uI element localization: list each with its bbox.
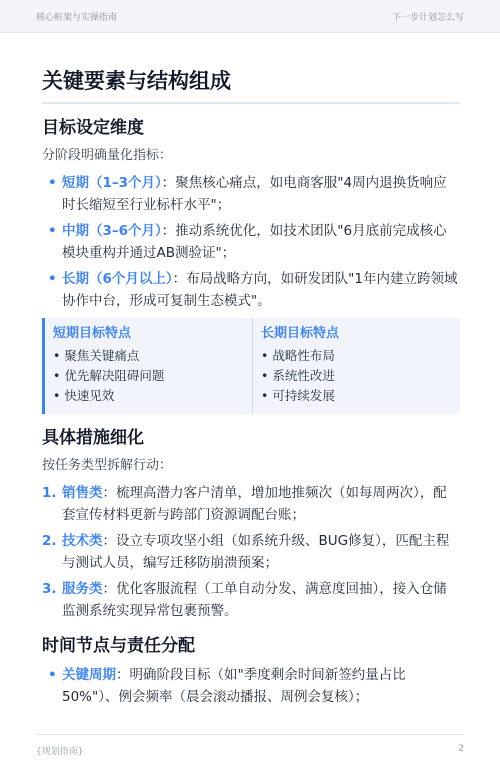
page-title: 关键要素与结构组成 xyxy=(42,69,231,93)
bullet-dot: • xyxy=(48,223,57,239)
list-item xyxy=(42,482,460,526)
goal-text: ：聚焦核心痛点，如电商客服"4周内退换货响应时长缩短至行业标杆水平"； xyxy=(62,175,447,213)
timeline-list xyxy=(42,664,460,708)
goal-text: ：推动系统优化，如技术团队"6月底前完成核心模块重构并通过AB测验证"； xyxy=(62,223,447,261)
list-item xyxy=(42,220,460,264)
footer-label: {规划指南} xyxy=(36,747,84,757)
page-footer xyxy=(36,744,464,757)
long-term-item: • 系统性改进 xyxy=(261,368,335,383)
list-number: 3. xyxy=(42,581,57,597)
list-item xyxy=(42,530,460,574)
list-item xyxy=(42,268,460,312)
short-term-item: • 聚焦关键痛点 xyxy=(53,348,140,363)
section-lead-measures: 按任务类型拆解行动： xyxy=(42,458,173,473)
goal-label: 中期（3–6个月） xyxy=(62,223,162,239)
long-term-item: • 战略性布局 xyxy=(261,348,335,363)
short-term-column xyxy=(45,318,252,414)
bullet-dot: • xyxy=(48,667,57,683)
measure-label: 技术类 xyxy=(62,533,103,549)
list-item xyxy=(42,664,460,708)
header-right-title: 下一步计划怎么写 xyxy=(391,13,464,23)
section-heading-goals: 目标设定维度 xyxy=(42,118,144,138)
header-left-title: 核心框架与实操指南 xyxy=(36,13,118,23)
list-number: 1. xyxy=(42,485,57,501)
long-term-title: 长期目标特点 xyxy=(261,326,340,341)
goal-label: 短期（1–3个月） xyxy=(62,175,162,191)
short-term-item: • 优先解决阻碍问题 xyxy=(53,368,165,383)
goal-label: 长期（6个月以上） xyxy=(62,271,173,287)
short-term-item: • 快速见效 xyxy=(53,388,115,403)
short-term-title: 短期目标特点 xyxy=(53,326,132,341)
goal-text: ：布局战略方向，如研发团队"1年内建立跨领域协作中台，形成可复制生态模式"。 xyxy=(62,271,458,309)
section-lead-goals: 分阶段明确量化指标： xyxy=(42,148,173,163)
goal-list xyxy=(42,172,460,312)
section-heading-measures: 具体措施细化 xyxy=(42,428,144,448)
measure-text: ：优化客服流程（工单自动分发、满意度回抽），接入仓储监测系统实现异常包裹预警。 xyxy=(62,581,447,619)
title-divider xyxy=(42,102,460,104)
measure-text: ：梳理高潜力客户清单，增加地推频次（如每周两次），配套宣传材料更新与跨部门资源调配台账； xyxy=(62,485,447,523)
page-header xyxy=(0,0,500,33)
timeline-text: ：明确阶段目标（如"季度剩余时间新签约量占比50%"）、例会频率（晨会滚动播报、周例会复核）； xyxy=(62,667,406,705)
list-item xyxy=(42,578,460,622)
section-heading-timeline: 时间节点与责任分配 xyxy=(42,636,195,656)
bullet-dot: • xyxy=(48,271,57,287)
measure-label: 销售类 xyxy=(62,485,103,501)
list-number: 2. xyxy=(42,533,57,549)
measure-text: ：设立专项攻坚小组（如系统升级、BUG修复），匹配主程与测试人员，编写迁移防崩溃预案； xyxy=(62,533,450,571)
footer-divider xyxy=(36,734,464,735)
goal-comparison-callout xyxy=(42,318,460,414)
long-term-column xyxy=(252,318,460,414)
main-content xyxy=(42,66,460,712)
measure-list xyxy=(42,482,460,622)
bullet-dot: • xyxy=(48,175,57,191)
timeline-label: 关键周期 xyxy=(62,667,116,683)
measure-label: 服务类 xyxy=(62,581,103,597)
long-term-item: • 可持续发展 xyxy=(261,388,335,403)
list-item xyxy=(42,172,460,216)
page-number: 2 xyxy=(458,744,464,754)
